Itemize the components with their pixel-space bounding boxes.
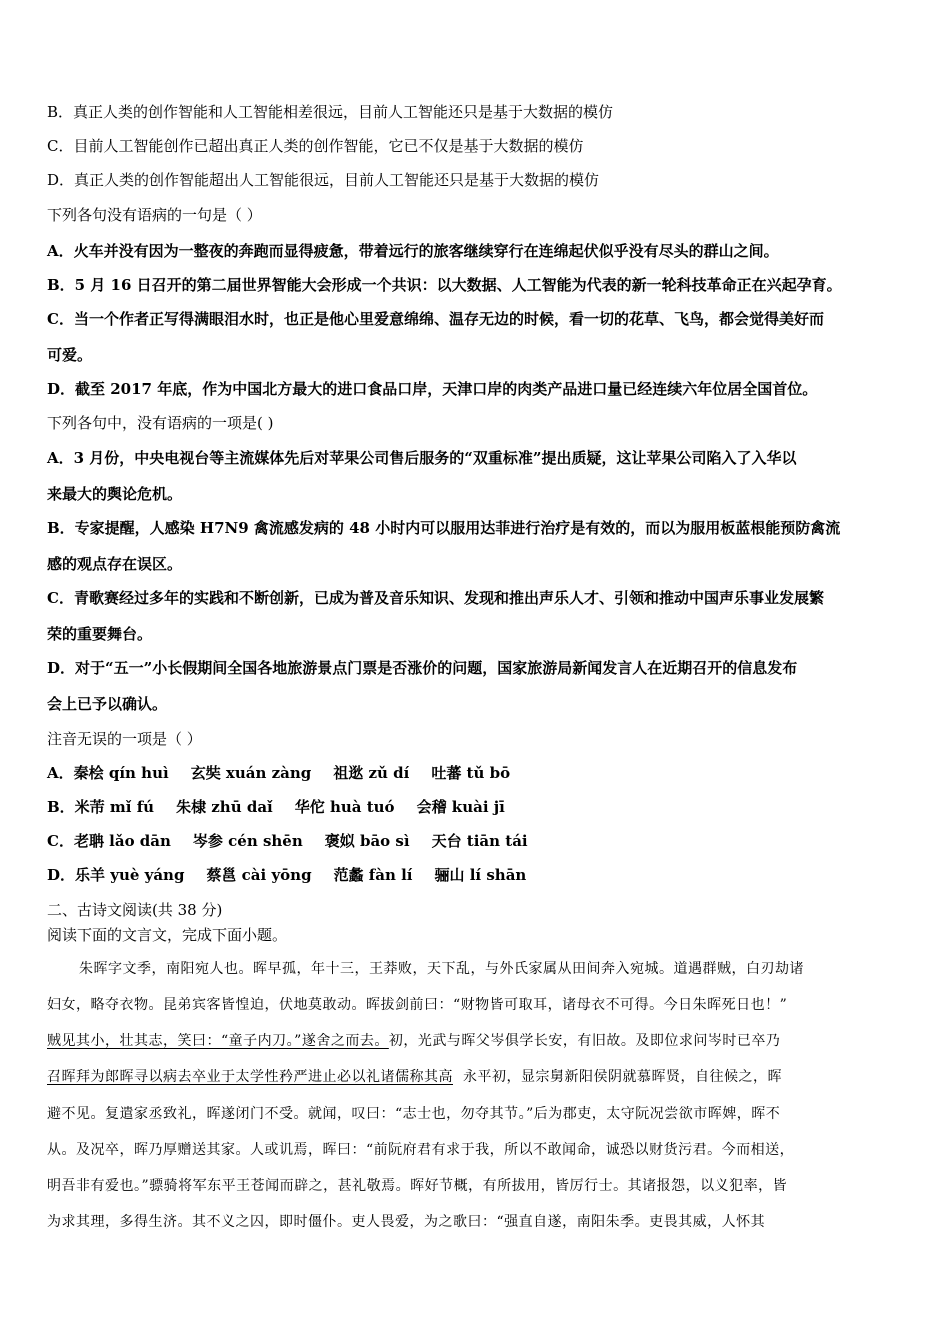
question-2-option-b: B．专家提醒，人感染 H7N9 禽流感发病的 48 小时内可以服用达菲进行治疗是有效的，而以为服用板蓝根能预防禽流 xyxy=(47,519,841,537)
pinyin-item: B．米芾 mǐ fú xyxy=(47,798,155,816)
passage-line: 妇女，略夺衣物。昆弟宾客皆惶迫，伏地莫敢动。晖拔剑前曰：“财物皆可取耳，诸母衣不可得。今日朱晖死日也！” xyxy=(47,997,788,1013)
pinyin-item: 祖逖 zǔ dí xyxy=(333,764,410,782)
question-2-stem: 下列各句中，没有语病的一项是( ) xyxy=(47,414,274,432)
passage-text: 永平初，显宗舅新阳侯阴就慕晖贤，自往候之，晖 xyxy=(463,1069,782,1085)
pinyin-item: 褒姒 bāo sì xyxy=(324,832,410,850)
question-2-option-d-cont: 会上已予以确认。 xyxy=(47,695,168,713)
question-2-option-a-cont: 来最大的舆论危机。 xyxy=(47,485,183,503)
question-3-option-c xyxy=(47,830,528,851)
question-1-option-c-cont: 可爱。 xyxy=(47,346,93,364)
pinyin-item: 朱棣 zhū daǐ xyxy=(176,798,273,816)
pinyin-item: 范蠡 fàn lí xyxy=(333,866,413,884)
question-2-option-a: A．3 月份，中央电视台等主流媒体先后对苹果公司售后服务的“双重标准”提出质疑，这让苹果公司陷入了入华以 xyxy=(47,449,797,467)
pinyin-item: 会稽 kuài jī xyxy=(416,798,505,816)
pinyin-item: 吐蕃 tǔ bō xyxy=(431,764,511,782)
pinyin-item: C．老聃 lǎo dān xyxy=(47,832,171,850)
prev-question-option-d: D．真正人类的创作智能超出人工智能很远，目前人工智能还只是基于大数据的模仿 xyxy=(47,171,600,189)
question-3-option-a xyxy=(47,762,510,783)
passage-line: 避不见。复遣家丞致礼，晖遂闭门不受。就闻，叹曰：“志士也，勿夺其节。”后为郡吏，太守阮况尝欲市晖婢，晖不 xyxy=(47,1106,781,1122)
passage-line xyxy=(47,1030,780,1050)
question-1-option-b: B．5 月 16 日召开的第二届世界智能大会形成一个共识：以大数据、人工智能为代表的新一轮科技革命正在兴起孕育。 xyxy=(47,276,842,294)
question-2-option-c: C．青歌赛经过多年的实践和不断创新，已成为普及音乐知识、发现和推出声乐人才、引领和推动中国声乐事业发展繁 xyxy=(47,589,824,607)
passage-line: 明吾非有爱也。”骠骑将军东平王苍闻而辟之，甚礼敬焉。晖好节概，有所拔用，皆厉行士。其诸报怨，以义犯率，皆 xyxy=(47,1178,788,1194)
underlined-sentence: 召晖拜为郎晖寻以病去卒业于太学性矜严进止必以礼诸儒称其高 xyxy=(47,1069,453,1085)
pinyin-item: 岑参 cén shēn xyxy=(192,832,303,850)
passage-line: 为求其理，多得生济。其不义之囚，即时僵仆。吏人畏爱，为之歌曰：“强直自遂，南阳朱季。吏畏其威，人怀其 xyxy=(47,1214,766,1230)
question-1-option-a: A．火车并没有因为一整夜的奔跑而显得疲惫，带着远行的旅客继续穿行在连绵起伏似乎没有尽头的群山之间。 xyxy=(47,242,779,260)
prev-question-option-c: C．目前人工智能创作已超出真正人类的创作智能，它已不仅是基于大数据的模仿 xyxy=(47,137,584,155)
pinyin-item: 天台 tiān tái xyxy=(431,832,528,850)
question-2-option-b-cont: 感的观点存在误区。 xyxy=(47,555,183,573)
question-1-stem: 下列各句没有语病的一句是（ ） xyxy=(47,206,262,224)
pinyin-item: 蔡邕 cài yōng xyxy=(206,866,312,884)
passage-text: 初，光武与晖父岑俱学长安，有旧故。及即位求问岑时已卒乃 xyxy=(388,1033,781,1049)
underlined-sentence: 贼见其小，壮其志，笑曰：“童子内刀。”遂舍之而去。 xyxy=(47,1033,389,1049)
passage-line: 朱晖字文季，南阳宛人也。晖早孤，年十三，王莽败，天下乱，与外氏家属从田间奔入宛城。道遇群贼，白刃劫诸 xyxy=(79,961,804,977)
question-2-option-d: D．对于“五一”小长假期间全国各地旅游景点门票是否涨价的问题，国家旅游局新闻发言人在近期召开的信息发布 xyxy=(47,659,798,677)
question-1-option-c: C．当一个作者正写得满眼泪水时，也正是他心里爱意绵绵、温存无边的时候，看一切的花草、飞鸟，都会觉得美好而 xyxy=(47,310,824,328)
question-3-option-d xyxy=(47,864,526,885)
pinyin-item: 华佗 huà tuó xyxy=(294,798,395,816)
pinyin-item: D．乐羊 yuè yáng xyxy=(47,866,185,884)
passage-line xyxy=(47,1066,782,1086)
prev-question-option-b: B．真正人类的创作智能和人工智能相差很远，目前人工智能还只是基于大数据的模仿 xyxy=(47,103,614,121)
pinyin-item: 玄奘 xuán zàng xyxy=(190,764,312,782)
question-1-option-d: D．截至 2017 年底，作为中国北方最大的进口食品口岸，天津口岸的肉类产品进口量已经连续六年位居全国首位。 xyxy=(47,380,818,398)
pinyin-item: A．秦桧 qín huì xyxy=(47,764,169,782)
question-2-option-c-cont: 荣的重要舞台。 xyxy=(47,625,153,643)
passage-line: 从。及况卒，晖乃厚赠送其家。人或讥焉，晖曰：“前阮府君有求于我，所以不敢闻命，诚恐以财货污君。今而相送， xyxy=(47,1142,795,1158)
question-3-stem: 注音无误的一项是（ ） xyxy=(47,730,202,748)
question-3-option-b xyxy=(47,796,505,817)
section-heading: 二、古诗文阅读(共 38 分) xyxy=(47,901,223,919)
section-instruction: 阅读下面的文言文，完成下面小题。 xyxy=(47,926,288,944)
pinyin-item: 骊山 lí shān xyxy=(434,866,527,884)
